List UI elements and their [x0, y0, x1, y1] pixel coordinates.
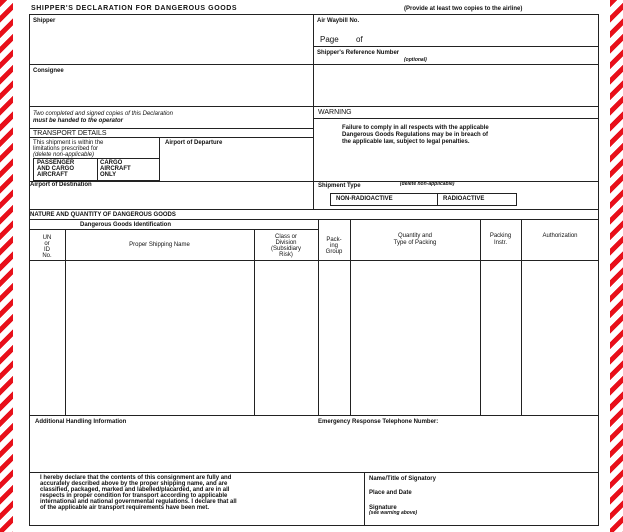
handling-info-label[interactable]: Additional Handling Information [35, 419, 127, 425]
col-shipping-name: Proper Shipping Name [129, 242, 190, 248]
declaration-line4: respects in proper condition for transport according to applicable [40, 493, 228, 499]
passenger-cargo-line1[interactable]: PASSENGER [37, 160, 75, 166]
cargo-only-line1[interactable]: CARGO [100, 160, 123, 166]
form-border [29, 14, 599, 526]
emergency-phone-label[interactable]: Emergency Response Telephone Number: [318, 419, 439, 425]
page-of-label: of [356, 35, 363, 44]
reference-optional-note: (optional) [404, 57, 427, 63]
identification-subheading: Dangerous Goods Identification [80, 222, 172, 228]
signature-label[interactable]: Signature [369, 505, 397, 511]
waybill-divider [313, 46, 599, 47]
transport-limit-line2: limitations prescribed for [33, 146, 99, 152]
copies-divider [29, 106, 599, 107]
col-qty-line1: Quantity and [397, 233, 433, 239]
destination-airport-label[interactable]: Airport of Destination [30, 182, 92, 188]
col-authorization: Authorization [542, 233, 578, 239]
passenger-cargo-line3[interactable]: AIRCRAFT [37, 172, 68, 178]
consignee-label[interactable]: Consignee [33, 68, 64, 74]
declaration-line3: classified, packaged, marked and labelled/placarded, and are in all [40, 487, 230, 493]
shipment-type-label: Shipment Type [318, 183, 361, 189]
col-divider-instr [521, 219, 522, 415]
declaration-line6: of the applicable air transport requirements have been met. [40, 505, 210, 511]
signature-warning-note: (see warning above) [369, 510, 418, 516]
col-un-line3: ID [44, 247, 50, 253]
col-divider-pack [350, 219, 351, 415]
table-header-divider [29, 260, 599, 261]
declaration-vertical-divider [364, 472, 365, 526]
col-un-line4: No. [42, 253, 52, 259]
non-radioactive-option[interactable]: NON-RADIOACTIVE [336, 196, 393, 202]
col-class-line4: Risk) [279, 252, 293, 258]
aircraft-options-divider [97, 158, 98, 181]
col-pack-line1: Pack- [326, 237, 342, 243]
consignee-divider [29, 64, 599, 65]
top-vertical-divider [313, 14, 314, 182]
transport-heading: TRANSPORT DETAILS [33, 130, 107, 137]
warning-line3: the applicable law, subject to legal penalties. [342, 139, 470, 145]
warning-line1: Failure to comply in all respects with the applicable [342, 125, 489, 131]
col-instr-line2: Instr. [493, 240, 507, 246]
cargo-only-line3[interactable]: ONLY [100, 172, 117, 178]
copies-instruction: (Provide at least two copies to the airline) [404, 6, 523, 12]
identification-divider [29, 229, 319, 230]
form-title: SHIPPER'S DECLARATION FOR DANGEROUS GOODS [31, 5, 238, 12]
col-divider-qty [480, 219, 481, 415]
additional-divider [29, 415, 599, 416]
place-date-label[interactable]: Place and Date [369, 490, 412, 496]
transport-delete-note: (delete non-applicable) [33, 152, 95, 158]
transport-limit-line1: This shipment is within the [33, 140, 104, 146]
col-class-line3: (Subsidiary [270, 246, 301, 252]
nature-heading: NATURE AND QUANTITY OF DANGEROUS GOODS [30, 212, 176, 218]
radioactive-option[interactable]: RADIOACTIVE [443, 196, 485, 202]
nature-divider [29, 209, 599, 210]
col-instr-line1: Packing [489, 233, 512, 239]
transport-divider [29, 137, 313, 138]
copies-note-line1: Two completed and signed copies of this Declaration [33, 111, 173, 117]
warning-line2: Dangerous Goods Regulations may be in breach of [342, 132, 489, 138]
passenger-cargo-line2[interactable]: AND CARGO [37, 166, 74, 172]
right-hazard-border [610, 0, 623, 532]
warning-divider [313, 118, 599, 119]
departure-airport-label[interactable]: Airport of Departure [165, 140, 223, 146]
col-un-line2: or [44, 241, 50, 247]
declaration-divider [29, 472, 599, 473]
col-class-line1: Class or [274, 234, 297, 240]
declaration-line5: international and national governmental regulations. I declare that all [40, 499, 237, 505]
warning-heading: WARNING [318, 109, 352, 116]
copies-note-line2: must be handed to the operator [33, 118, 124, 124]
left-hazard-border [0, 0, 13, 532]
cargo-only-line2[interactable]: AIRCRAFT [100, 166, 131, 172]
destination-vertical-divider [313, 181, 314, 209]
page-label: Page [320, 35, 339, 44]
signatory-name-label[interactable]: Name/Title of Signatory [369, 476, 436, 482]
col-class-line2: Division [275, 240, 297, 246]
col-un-line1: UN [42, 235, 52, 241]
shipment-type-note: (delete non-applicable) [400, 181, 455, 187]
nature-subdivider [29, 219, 599, 220]
shipment-type-box-divider [437, 193, 438, 206]
destination-divider [29, 181, 599, 182]
col-pack-line3: Group [325, 249, 343, 255]
reference-number-label[interactable]: Shipper's Reference Number [317, 50, 400, 56]
col-divider-un [65, 229, 66, 415]
declaration-line1: I hereby declare that the contents of this consignment are fully and [40, 475, 232, 481]
declaration-line2: accurately described above by the proper shipping name, and are [40, 481, 228, 487]
transport-top-divider [29, 128, 313, 129]
col-qty-line2: Type of Packing [393, 240, 437, 246]
air-waybill-label[interactable]: Air Waybill No. [317, 18, 360, 24]
shipper-label[interactable]: Shipper [33, 18, 56, 24]
col-pack-line2: ing [329, 243, 338, 249]
